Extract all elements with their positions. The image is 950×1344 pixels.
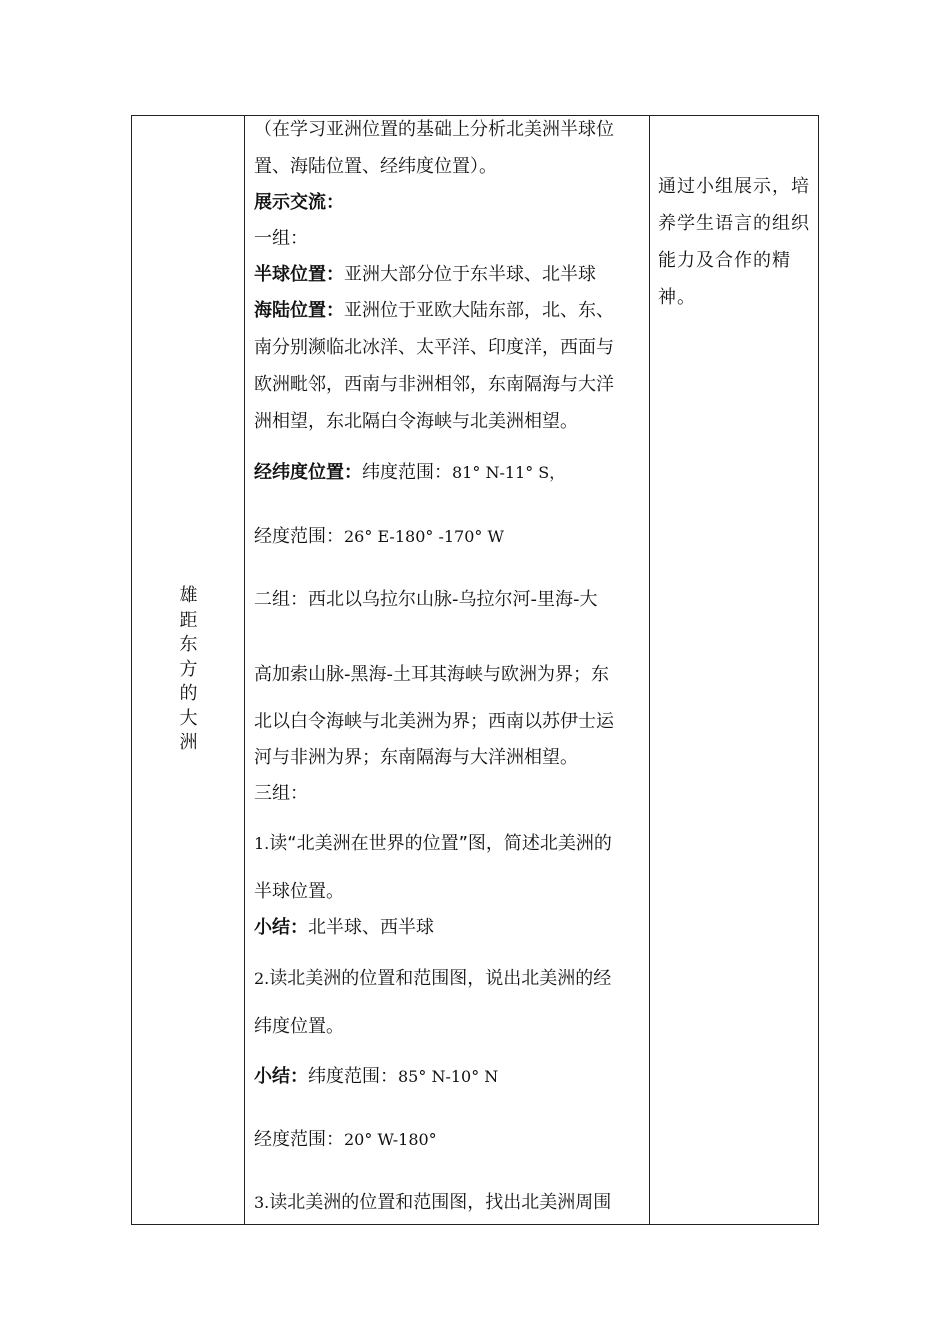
line-text: 亚洲位于亚欧大陆东部，北、东、: [344, 300, 614, 321]
text-line: [254, 1128, 437, 1152]
bold-label: 小结：: [254, 917, 308, 938]
note-line: 养学生语言的组织: [658, 213, 810, 234]
item-number: 1.: [254, 834, 270, 853]
line-text: 读北美洲的位置和范围图，说出北美洲的经: [269, 968, 612, 989]
bold-label: 海陆位置：: [254, 300, 344, 321]
text-line: 欧洲毗邻，西南与非洲相邻，东南隔海与大洋: [254, 374, 614, 395]
text-line: [254, 525, 504, 549]
text-line: [254, 1065, 498, 1089]
line-text: 亚洲大部分位于东半球、北半球: [344, 264, 596, 285]
text-line: 一组：: [254, 228, 308, 249]
text-line: 三组：: [254, 783, 308, 804]
note-line: 神。: [658, 287, 696, 308]
coordinate-value: 26° E-180° -170° W: [344, 527, 504, 546]
text-line: [254, 461, 565, 485]
section-title: 雄距东方的大洲: [179, 585, 198, 754]
lesson-table: [131, 115, 819, 1225]
item-number: 3.: [254, 1193, 270, 1212]
design-intent-cell: [650, 116, 818, 1224]
text-line: [254, 967, 611, 991]
text-line: 二组：西北以乌拉尔山脉-乌拉尔河-里海-大: [254, 589, 598, 610]
note-line: 能力及合作的精: [658, 250, 791, 271]
activity-cell: [245, 116, 650, 1224]
text-line: [254, 1191, 611, 1215]
text-line: 半球位置。: [254, 881, 344, 902]
text-line: 河与非洲为界；东南隔海与大洋洲相望。: [254, 747, 578, 768]
coordinate-value: 20° W-180°: [344, 1130, 437, 1149]
line-text: 经度范围：: [254, 1129, 344, 1150]
item-number: 2.: [254, 969, 270, 988]
text-line: 洲相望，东北隔白令海峡与北美洲相望。: [254, 411, 578, 432]
text-line: [254, 916, 434, 940]
bold-label: 经纬度位置：: [254, 462, 362, 483]
coordinate-value: 81° N-11° S，: [452, 463, 566, 482]
section-title-cell: [132, 116, 245, 1224]
text-line: [254, 299, 614, 323]
line-text: 读“北美洲在世界的位置”图，简述北美洲的: [269, 833, 612, 854]
text-line: （在学习亚洲位置的基础上分析北美洲半球位: [254, 119, 614, 140]
line-text: 北半球、西半球: [308, 917, 434, 938]
text-line: 置、海陆位置、经纬度位置）。: [254, 156, 497, 177]
bold-label: 小结：: [254, 1066, 308, 1087]
bold-heading: 展示交流：: [254, 192, 344, 213]
note-line: 通过小组展示，培: [658, 176, 810, 197]
text-line: 北以白令海峡与北美洲为界；西南以苏伊士运: [254, 711, 614, 732]
line-text: 纬度范围：: [362, 462, 452, 483]
text-line: 纬度位置。: [254, 1016, 344, 1037]
text-line: [254, 832, 612, 856]
text-line: [254, 191, 344, 215]
text-line: [254, 263, 596, 287]
text-line: 高加索山脉-黑海-土耳其海峡与欧洲为界；东: [254, 664, 609, 685]
line-text: 读北美洲的位置和范围图，找出北美洲周围: [269, 1192, 612, 1213]
line-text: 经度范围：: [254, 526, 344, 547]
coordinate-value: 85° N-10° N: [398, 1067, 499, 1086]
bold-label: 半球位置：: [254, 264, 344, 285]
text-line: 南分别濒临北冰洋、太平洋、印度洋，西面与: [254, 337, 614, 358]
line-text: 纬度范围：: [308, 1066, 398, 1087]
